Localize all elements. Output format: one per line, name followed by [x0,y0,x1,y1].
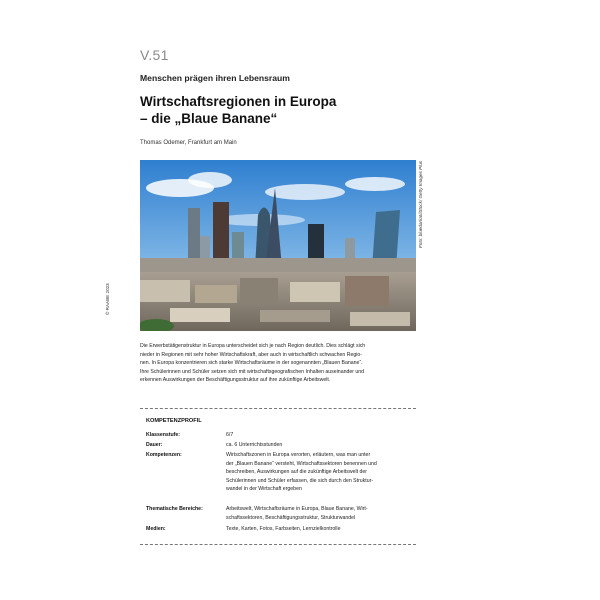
abstract-text [140,342,416,385]
profile-value-line: ca. 6 Unterrichtsstunden [226,442,283,448]
abstract-line: nen. In Europa konzentrieren sich starke Wirtschaftsräume in der sogenannten „Blauen Banane“. [140,360,363,367]
profile-value [226,525,412,534]
profile-value-line: schaftssektoren, Beschäftigungsstruktur, Strukturwandel [226,514,356,521]
abstract-line: erkennen Auswirkungen der Beschäftigungsstruktur auf ihre zukünftige Arbeitswelt. [140,377,331,384]
profile-label: Klassenstufe: [146,432,181,438]
author: Thomas Odemer, Frankfurt am Main [140,140,237,146]
profile-top-divider [140,408,416,409]
abstract-line: Die Erwerbstätigenstruktur in Europa unterscheidet sich je nach Region deutlich. Dies schlägt sich [140,343,366,349]
profile-label: Dauer: [146,442,163,448]
profile-value-line: 6/7 [226,432,234,438]
profile-value [226,441,412,450]
title-line-1: Wirtschaftsregionen in Europa [140,94,337,109]
profile-value-line: Texte, Karten, Fotos, Farbseiten, Lernzielkontrolle [226,526,341,532]
profile-value [226,505,412,522]
profile-label: Kompetenzen: [146,452,182,458]
profile-bottom-divider [140,544,416,545]
profile-value-line: Arbeitswelt, Wirtschaftsräume in Europa, Blaue Banane, Wirt- [226,506,368,512]
profile-value [226,451,412,494]
profile-heading: KOMPETENZPROFIL [146,418,202,424]
profile-label: Medien: [146,526,166,532]
abstract-line: Ihre Schülerinnen und Schüler setzen sich mit wirtschaftsgeografischen Inhalten auseinander und [140,368,365,375]
profile-value [226,431,412,440]
unit-number: V.51 [140,47,169,63]
copyright-notice: © RAABE 2023 [105,283,110,315]
series-title: Menschen prägen ihren Lebensraum [140,73,290,83]
abstract-line: nieder in Regionen mit sehr hoher Wirtschaftskraft, aber auch in wirtschaftlich schwachen Regio- [140,351,363,358]
profile-value-line: beschreiben, Auswirkungen auf die zukünftige Arbeitswelt der [226,469,368,476]
profile-value-line: der „Blauen Banane“ versteht, Wirtschaftssektoren benennen und [226,460,377,467]
profile-value-line: Wirtschaftszonen in Europa verorten, erläutern, was man unter [226,452,371,458]
profile-value-line: wandel in der Wirtschaft ergeben [226,486,302,493]
profile-label: Thematische Bereiche: [146,506,203,512]
profile-value-line: Schülerinnen und Schüler erfassen, die sich durch den Struktur- [226,477,374,484]
city-skyline-photo [140,160,416,331]
photo-credit: Foto: bluedarkat/iStock/ Getty Images Plus [418,160,423,248]
page-title [140,93,336,127]
title-line-2: – die „Blaue Banane“ [140,111,278,126]
